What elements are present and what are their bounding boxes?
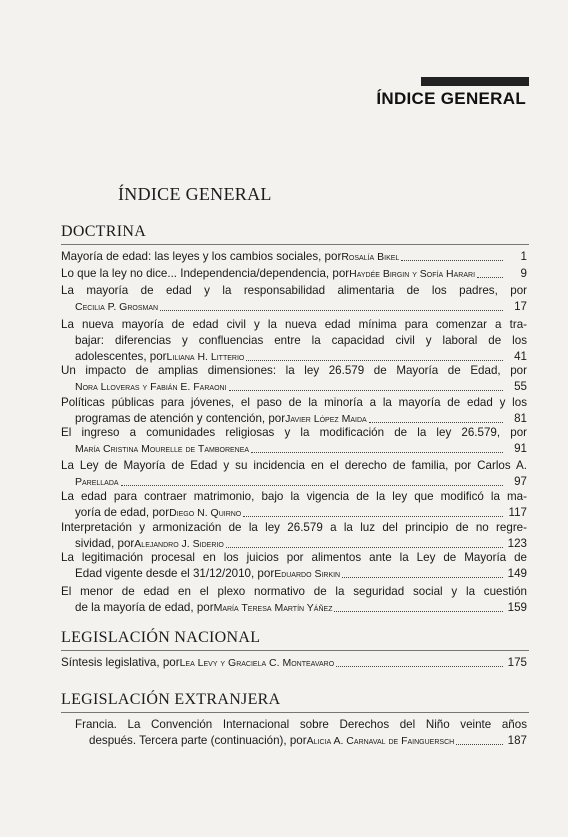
toc-entry-title: La nueva mayoría de edad civil y la nueva edad mínima para comenzar a tra- <box>61 318 527 331</box>
toc-entry-title: después. Tercera parte (continuación), por <box>89 734 307 747</box>
toc-entry-title: Francia. La Convención Internacional sobre Derechos del Niño veinte años <box>75 718 527 731</box>
dot-leader <box>401 260 503 261</box>
toc-entry-title: La legitimación procesal en los juicios por alimentos ante la Ley de Mayoría de <box>61 551 527 564</box>
toc-entry-title: sividad, por <box>75 537 135 550</box>
toc-entry <box>61 520 527 552</box>
dot-leader <box>226 547 503 548</box>
toc-entry-author: Lea Levy y Graciela C. Monteavaro <box>179 657 335 669</box>
dot-leader <box>477 277 503 278</box>
section-rule <box>61 244 529 245</box>
toc-entry-title: La edad para contraer matrimonio, bajo la vigencia de la ley que modificó la ma- <box>61 490 527 503</box>
toc-entry-page: 41 <box>514 350 527 363</box>
section-rule <box>61 650 529 651</box>
toc-entry-title: La Ley de Mayoría de Edad y su incidencia en el derecho de familia, por Carlos A. <box>61 459 527 472</box>
toc-entry-page: 55 <box>514 380 527 393</box>
toc-entry-author: Nora Lloveras y Fabián E. Faraoni <box>75 381 227 393</box>
toc-entry-title: El menor de edad en el plexo normativo de la seguridad social y la cuestión <box>61 585 527 598</box>
toc-entry-author: Cecilia P. Grosman <box>75 301 159 313</box>
toc-entry <box>61 458 527 490</box>
toc-entry-title: Lo que la ley no dice... Independencia/dependencia, por <box>61 267 350 280</box>
toc-entry-title: Mayoría de edad: las leyes y los cambios sociales, por <box>61 250 342 263</box>
dot-leader <box>251 452 503 453</box>
toc-entry <box>61 584 527 616</box>
header-rule <box>421 77 529 86</box>
dot-leader <box>121 485 503 486</box>
toc-entry-title: adolescentes, por <box>75 350 167 363</box>
toc-entry <box>61 655 527 671</box>
toc-entry-author: María Cristina Mourelle de Tamborenea <box>75 443 250 455</box>
dot-leader <box>369 422 503 423</box>
toc-entry-title: La mayoría de edad y la responsabilidad alimentaria de los padres, por <box>61 284 527 297</box>
dot-leader <box>243 516 503 517</box>
dot-leader <box>334 611 503 612</box>
toc-entry <box>61 425 527 457</box>
toc-entry-page: 17 <box>514 300 527 313</box>
toc-entry <box>61 550 527 582</box>
toc-entry-title: de la mayoría de edad, por <box>75 601 214 614</box>
dot-leader <box>229 390 503 391</box>
dot-leader <box>246 360 503 361</box>
toc-entry-title: Síntesis legislativa, por <box>61 656 180 669</box>
toc-entry-title: yoría de edad, por <box>75 506 170 519</box>
toc-entry <box>75 717 527 749</box>
toc-entry-author: Diego N. Quirno <box>169 507 242 519</box>
toc-entry-page: 175 <box>507 656 527 669</box>
dot-leader <box>336 666 503 667</box>
toc-entry-author: Alicia A. Carnaval de Fainguersch <box>306 735 455 747</box>
toc-entry-title: Un impacto de amplias dimensiones: la ley 26.579 de Mayoría de Edad, por <box>61 364 527 377</box>
toc-entry-author: Liliana H. Litterio <box>166 351 245 363</box>
toc-entry-page: 149 <box>507 567 527 580</box>
toc-entry <box>61 249 527 265</box>
toc-entry-page: 91 <box>514 442 527 455</box>
toc-entry-page: 81 <box>514 412 527 425</box>
toc-entry <box>61 489 527 521</box>
section-doctrina: DOCTRINA <box>61 223 147 240</box>
toc-entry-author: Haydée Birgin y Sofía Harari <box>349 268 476 280</box>
toc-entry-page: 117 <box>508 506 527 519</box>
section-rule <box>61 712 529 713</box>
toc-entry <box>61 283 527 315</box>
page-title: ÍNDICE GENERAL <box>118 184 272 204</box>
toc-entry <box>61 363 527 395</box>
toc-entry-page: 159 <box>507 601 527 614</box>
toc-entry <box>61 317 527 365</box>
toc-entry-title: Edad vigente desde el 31/12/2010, por <box>75 567 275 580</box>
toc-entry-page: 187 <box>507 734 527 747</box>
toc-entry-author: Rosalía Bikel <box>341 251 400 263</box>
toc-entry <box>61 266 527 282</box>
section-legislacion-nacional: LEGISLACIÓN NACIONAL <box>61 629 261 646</box>
toc-entry-title: El ingreso a comunidades religiosas y la modificación de la ley 26.579, por <box>61 426 527 439</box>
dot-leader <box>342 577 503 578</box>
toc-entry-title: bajar: diferencias y confluencias entre la capacidad civil y laboral de los <box>75 334 527 347</box>
header-title: ÍNDICE GENERAL <box>376 89 526 108</box>
dot-leader <box>160 310 503 311</box>
toc-entry-page: 1 <box>520 250 527 263</box>
toc-entry-author: Alejandro J. Siderio <box>134 538 224 550</box>
toc-entry-page: 9 <box>520 267 527 280</box>
toc-entry-title: programas de atención y contención, por <box>75 412 286 425</box>
toc-entry <box>61 395 527 427</box>
toc-entry-author: Javier López Maida <box>285 413 367 425</box>
toc-entry-page: 97 <box>514 475 527 488</box>
toc-entry-title: Políticas públicas para jóvenes, el paso de la minoría a la mayoría de edad y los <box>61 396 527 409</box>
section-legislacion-extranjera: LEGISLACIÓN EXTRANJERA <box>61 691 281 708</box>
toc-entry-author: María Teresa Martín Yáñez <box>213 602 333 614</box>
toc-entry-page: 123 <box>507 537 527 550</box>
toc-entry-author: Eduardo Sirkin <box>274 568 341 580</box>
dot-leader <box>456 744 503 745</box>
toc-entry-title: Interpretación y armonización de la ley 26.579 a la luz del principio de no regre- <box>61 521 527 534</box>
toc-entry-author: Parellada <box>75 476 119 488</box>
